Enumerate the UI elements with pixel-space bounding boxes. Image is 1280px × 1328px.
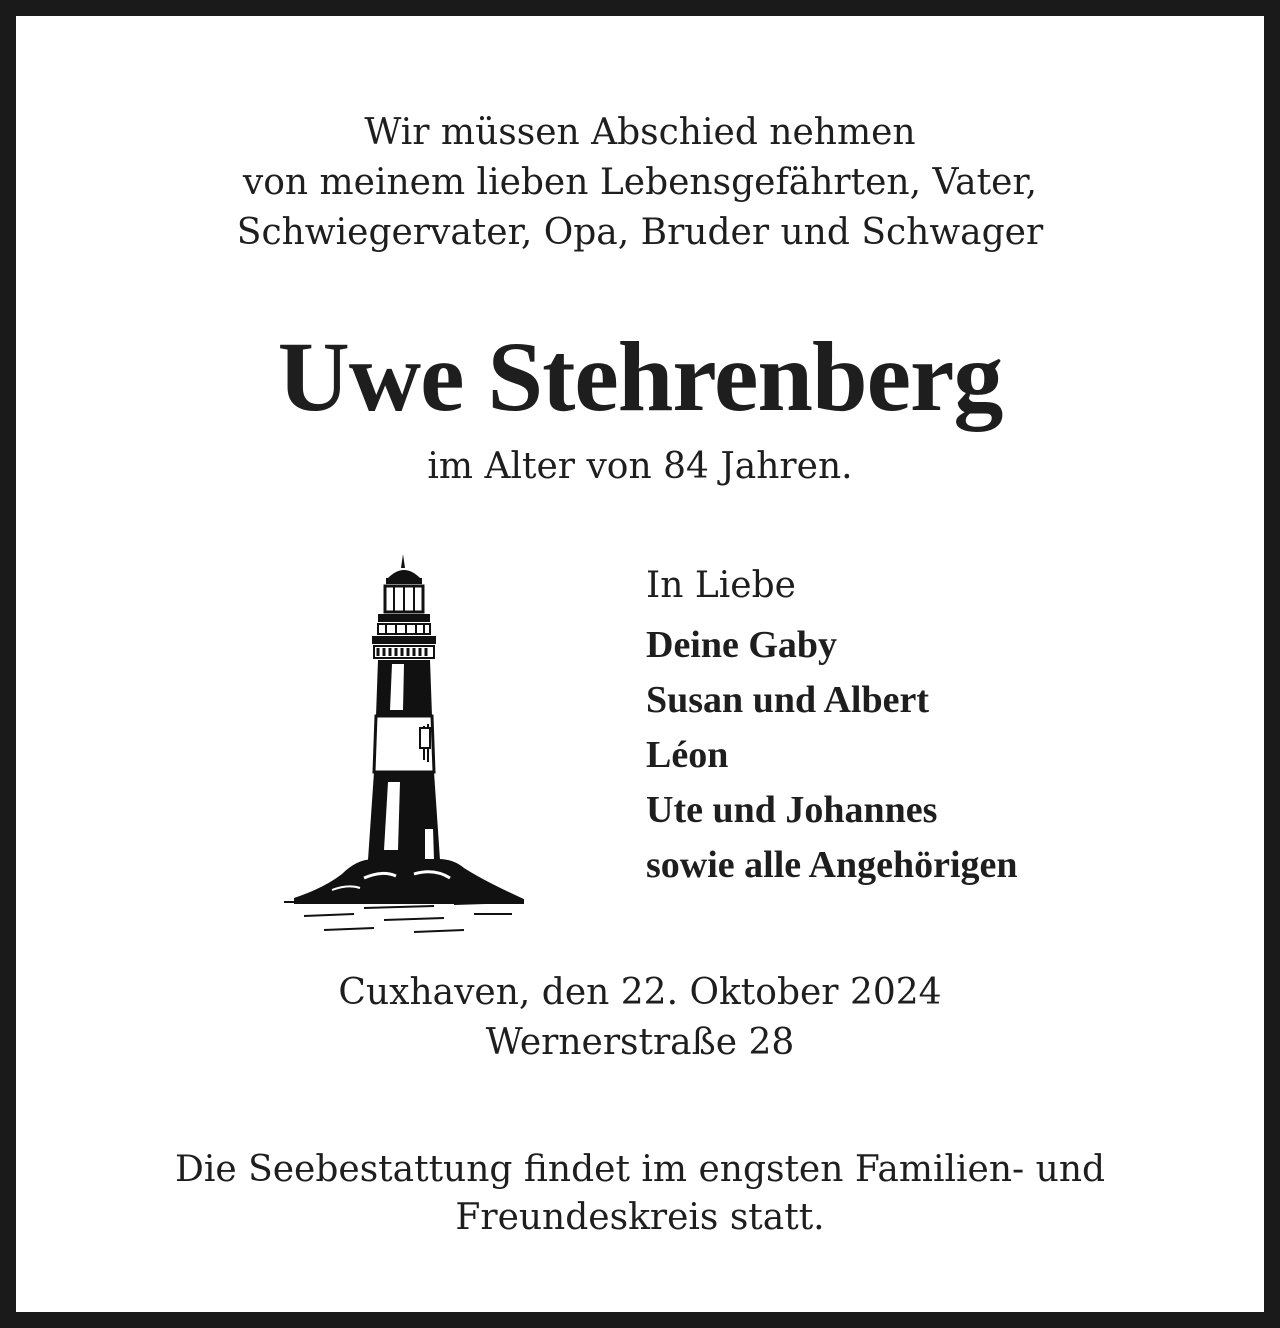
burial-note (16, 1146, 1264, 1242)
mourners-block (646, 560, 1018, 893)
obituary-notice (16, 16, 1264, 1312)
lighthouse-icon (264, 538, 524, 938)
mourner-name: Susan und Albert (646, 679, 930, 721)
intro-line: Schwiegervater, Opa, Bruder und Schwager (236, 212, 1044, 253)
intro-line: Wir müssen Abschied nehmen (364, 112, 916, 153)
intro-text (16, 108, 1264, 258)
in-liebe-line: In Liebe (646, 565, 796, 606)
mourner-name: Ute und Johannes (646, 789, 938, 831)
mourner-name: Deine Gaby (646, 624, 838, 666)
age-line: im Alter von 84 Jahren. (427, 446, 853, 487)
mourner-name: sowie alle Angehörigen (646, 844, 1018, 886)
burial-note-line: Freundeskreis statt. (455, 1197, 825, 1238)
place-date: Cuxhaven, den 22. Oktober 2024 (338, 972, 942, 1013)
mourner-name: Léon (646, 734, 729, 776)
deceased-name: Uwe Stehrenberg (277, 321, 1003, 432)
place-and-address (16, 968, 1264, 1068)
address: Wernerstraße 28 (485, 1022, 795, 1063)
burial-note-line: Die Seebestattung findet im engsten Familien- und (174, 1149, 1106, 1190)
intro-line: von meinem lieben Lebensgefährten, Vater, (242, 162, 1038, 203)
